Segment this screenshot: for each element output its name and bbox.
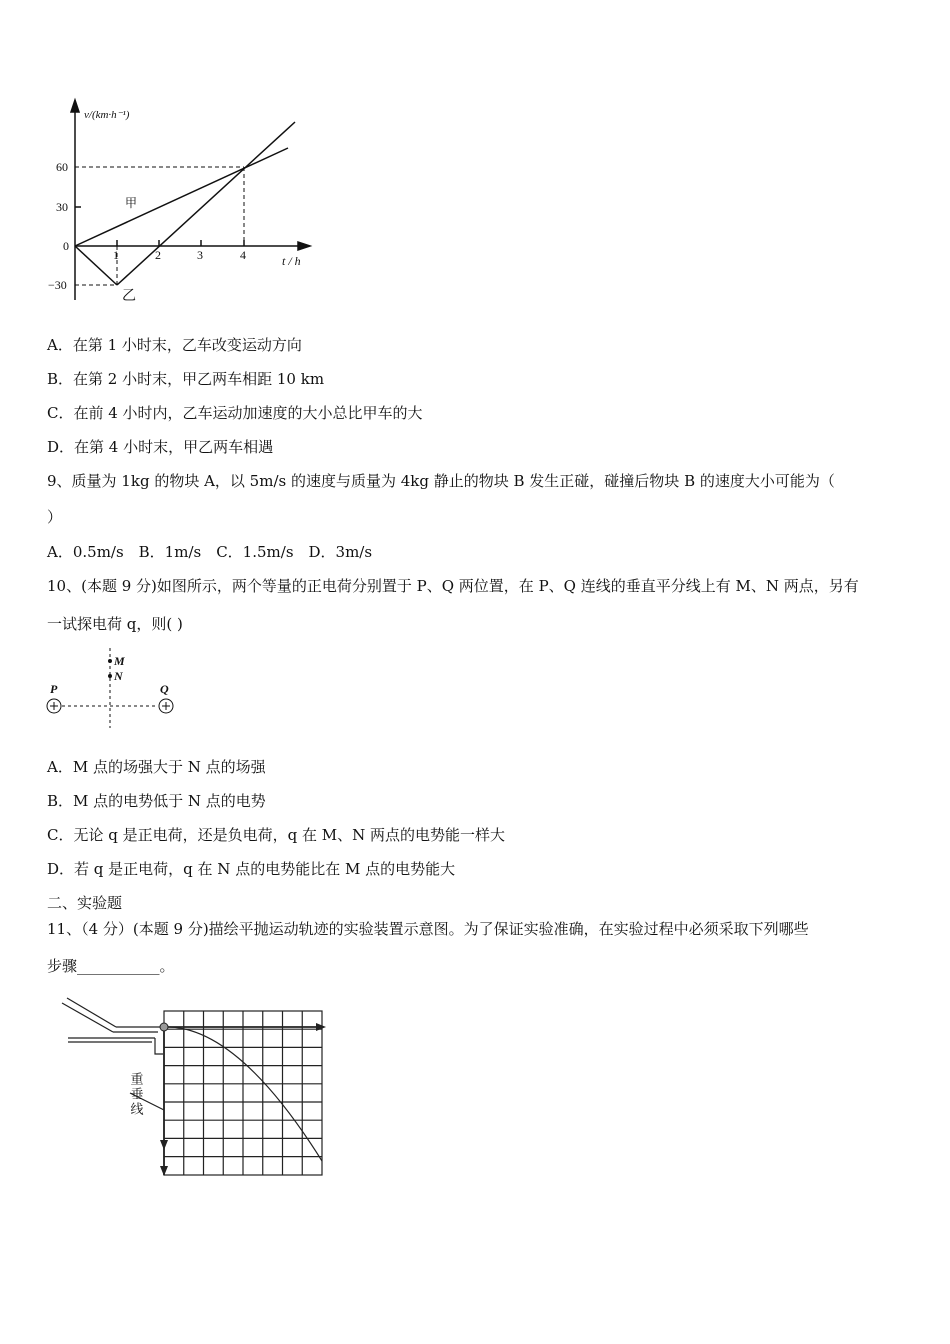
xtick: 3: [197, 248, 203, 262]
point-q-label: Q: [160, 682, 169, 696]
option-a: A．在第 1 小时末，乙车改变运动方向: [47, 336, 302, 354]
question-11-stem-2: 步骤___________。: [47, 957, 175, 975]
question-11-stem: 11、（4 分）(本题 9 分)描绘平抛运动轨迹的实验装置示意图。为了保证实验准确，在实验过程中必须采取下列哪些: [47, 920, 809, 938]
point-n-label: N: [114, 669, 123, 683]
xtick: 2: [155, 248, 161, 262]
option-d: D．若 q 是正电荷，q 在 N 点的电势能比在 M 点的电势能大: [47, 860, 456, 878]
ytick: 30: [56, 200, 68, 214]
option-d: D．在第 4 小时末，甲乙两车相遇: [47, 438, 274, 456]
xtick: 1: [113, 248, 119, 262]
question-10-stem: 10、(本题 9 分)如图所示，两个等量的正电荷分别置于 P、Q 两位置，在 P、Q 连线的垂直平分线上有 M、N 两点，另有: [47, 577, 859, 595]
question-9-options: A．0.5m/s B．1m/s C．1.5m/s D．3m/s: [47, 543, 373, 561]
question-9-stem-end: ）: [47, 508, 63, 526]
option-c: C．在前 4 小时内，乙车运动加速度的大小总比甲车的大: [47, 404, 423, 422]
xtick: 4: [240, 248, 246, 262]
y-axis-label: v/(km·h⁻¹): [84, 109, 130, 121]
projectile-apparatus-figure: [0, 0, 340, 1180]
point-p-label: P: [50, 682, 58, 696]
plumb-line-label: 重垂线: [128, 1072, 144, 1117]
ytick: 60: [56, 160, 68, 174]
option-b: B．在第 2 小时末，甲乙两车相距 10 km: [47, 370, 325, 388]
option-c: C．无论 q 是正电荷，还是负电荷，q 在 M、N 两点的电势能一样大: [47, 826, 506, 844]
x-axis-label: t / h: [282, 254, 301, 268]
question-10-stem-2: 一试探电荷 q，则( ): [47, 615, 183, 633]
ytick: −30: [48, 278, 67, 292]
point-m-label: M: [114, 654, 125, 668]
ytick: 0: [63, 239, 69, 253]
question-9-stem: 9、质量为 1kg 的物块 A，以 5m/s 的速度与质量为 4kg 静止的物块 B 发生正碰，碰撞后物块 B 的速度大小可能为（: [47, 472, 835, 490]
option-b: B．M 点的电势低于 N 点的电势: [47, 792, 266, 810]
label-jia: 甲: [125, 196, 138, 210]
option-a: A．M 点的场强大于 N 点的场强: [47, 758, 266, 776]
section-heading: 二、实验题: [47, 894, 123, 912]
label-yi: 乙: [122, 289, 136, 304]
